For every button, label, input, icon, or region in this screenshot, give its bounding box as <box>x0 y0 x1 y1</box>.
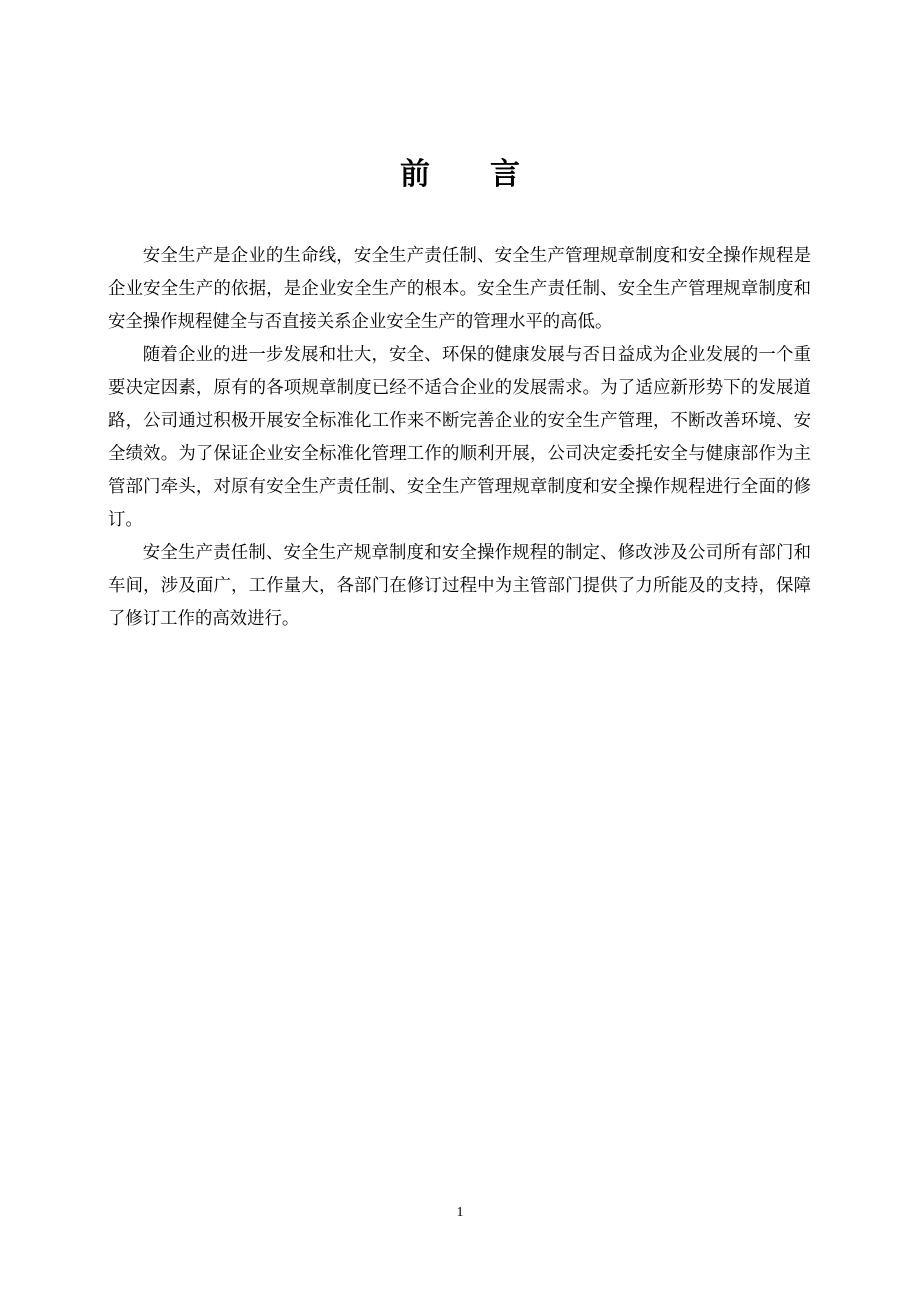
paragraph-2: 随着企业的进一步发展和壮大，安全、环保的健康发展与否日益成为企业发展的一个重要决定因素，原有的各项规章制度已经不适合企业的发展需求。为了适应新形势下的发展道路，公司通过积极开展安全标准化工作来不断完善企业的安全生产管理，不断改善环境、安全绩效。为了保证企业安全标准化管理工作的顺利开展，公司决定委托安全与健康部作为主管部门牵头，对原有安全生产责任制、安全生产管理规章制度和安全操作规程进行全面的修订。 <box>108 345 811 530</box>
page-number: 1 <box>456 1205 464 1220</box>
paragraph-3: 安全生产责任制、安全生产规章制度和安全操作规程的制定、修改涉及公司所有部门和车间，涉及面广，工作量大，各部门在修订过程中为主管部门提供了力所能及的支持，保障了修订工作的高效进行。 <box>108 543 811 629</box>
page-title: 前言 <box>400 157 580 192</box>
paragraph-1: 安全生产是企业的生命线，安全生产责任制、安全生产管理规章制度和安全操作规程是企业安全生产的依据，是企业安全生产的根本。安全生产责任制、安全生产管理规章制度和安全操作规程健全与否直接关系企业安全生产的管理水平的高低。 <box>108 246 811 332</box>
preface-body <box>108 240 811 636</box>
